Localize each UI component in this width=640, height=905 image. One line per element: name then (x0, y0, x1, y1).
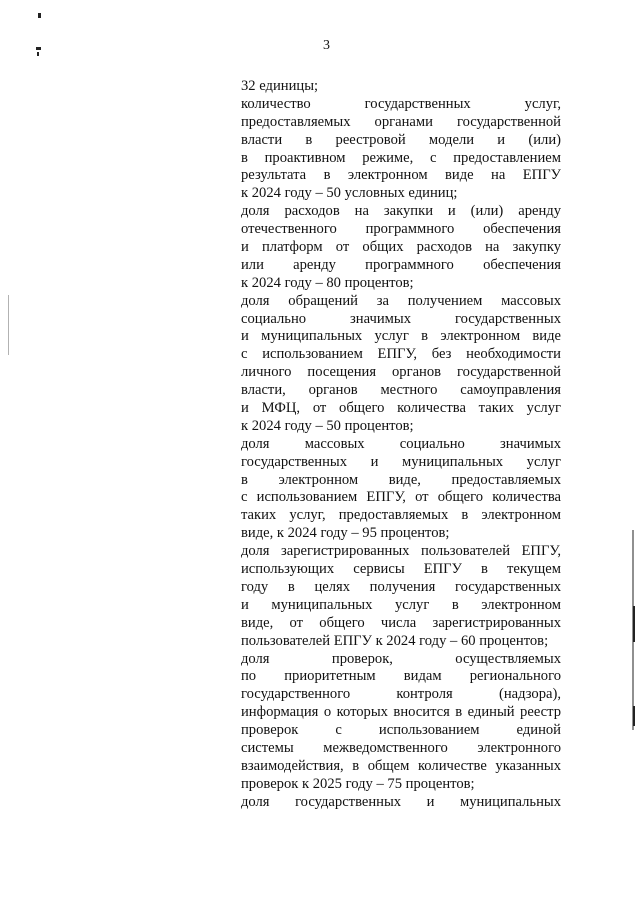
scan-mark (633, 606, 635, 642)
text-line: количество государственных услуг, (241, 95, 561, 112)
text-line: или аренду программного обеспечения (241, 256, 561, 273)
text-line: в проактивном режиме, с предоставлением (241, 149, 561, 166)
text-line: к 2024 году – 50 условных единиц; (241, 185, 458, 202)
text-line: социально значимых государственных (241, 310, 561, 327)
text-line: и муниципальных услуг в электронном (241, 596, 561, 613)
text-line: проверок с использованием единой (241, 722, 561, 739)
text-line: власти в реестровой модели и (или) (241, 131, 561, 148)
text-line: и платформ от общих расходов на закупку (241, 239, 561, 256)
text-line: системы межведомственного электронного (241, 739, 561, 756)
text-line: с использованием ЕПГУ, без необходимости (241, 346, 561, 363)
text-line: к 2024 году – 50 процентов; (241, 417, 414, 434)
text-line: предоставляемых органами государственной (241, 113, 561, 130)
text-line: доля расходов на закупки и (или) аренду (241, 203, 561, 220)
text-line: по приоритетным видам регионального (241, 668, 561, 685)
text-line: в электронном виде, предоставляемых (241, 471, 561, 488)
text-line: проверок к 2025 году – 75 процентов; (241, 775, 475, 792)
scan-mark (37, 52, 39, 56)
scan-mark (36, 47, 41, 50)
scan-mark (633, 706, 635, 726)
text-line: результата в электронном виде на ЕПГУ (241, 167, 561, 184)
text-line: и МФЦ, от общего количества таких услуг (241, 400, 561, 417)
text-line: доля зарегистрированных пользователей ЕПГУ, (241, 543, 561, 560)
text-line: и муниципальных услуг в электронном виде (241, 328, 561, 345)
text-line: личного посещения органов государственной (241, 364, 561, 381)
text-line: доля государственных и муниципальных (241, 793, 561, 810)
text-line: отечественного программного обеспечения (241, 221, 561, 238)
text-line: 32 единицы; (241, 78, 319, 94)
text-line: использующих сервисы ЕПГУ в текущем (241, 561, 561, 578)
scan-mark (38, 13, 41, 18)
text-line: государственного контроля (надзора), (241, 686, 561, 703)
text-line: информация о которых вносится в единый реестр (241, 704, 561, 721)
text-line: власти, органов местного самоуправления (241, 382, 561, 399)
text-line: доля массовых социально значимых (241, 435, 561, 452)
scan-mark (8, 295, 9, 355)
text-line: к 2024 году – 80 процентов; (241, 274, 414, 291)
text-line: доля обращений за получением массовых (241, 292, 561, 309)
text-line: году в целях получения государственных (241, 578, 561, 595)
text-line: взаимодействия, в общем количестве указанных (241, 757, 561, 774)
text-line: таких услуг, предоставляемых в электронном (241, 507, 561, 524)
text-line: государственных и муниципальных услуг (241, 453, 561, 470)
text-line: с использованием ЕПГУ, от общего количества (241, 489, 561, 506)
text-line: пользователей ЕПГУ к 2024 году – 60 процентов; (241, 632, 549, 649)
text-line: доля проверок, осуществляемых (241, 650, 561, 667)
text-line: виде, от общего числа зарегистрированных (241, 614, 561, 631)
document-body (241, 78, 561, 812)
page-number: 3 (323, 38, 330, 53)
text-line: виде, к 2024 году – 95 процентов; (241, 525, 450, 542)
